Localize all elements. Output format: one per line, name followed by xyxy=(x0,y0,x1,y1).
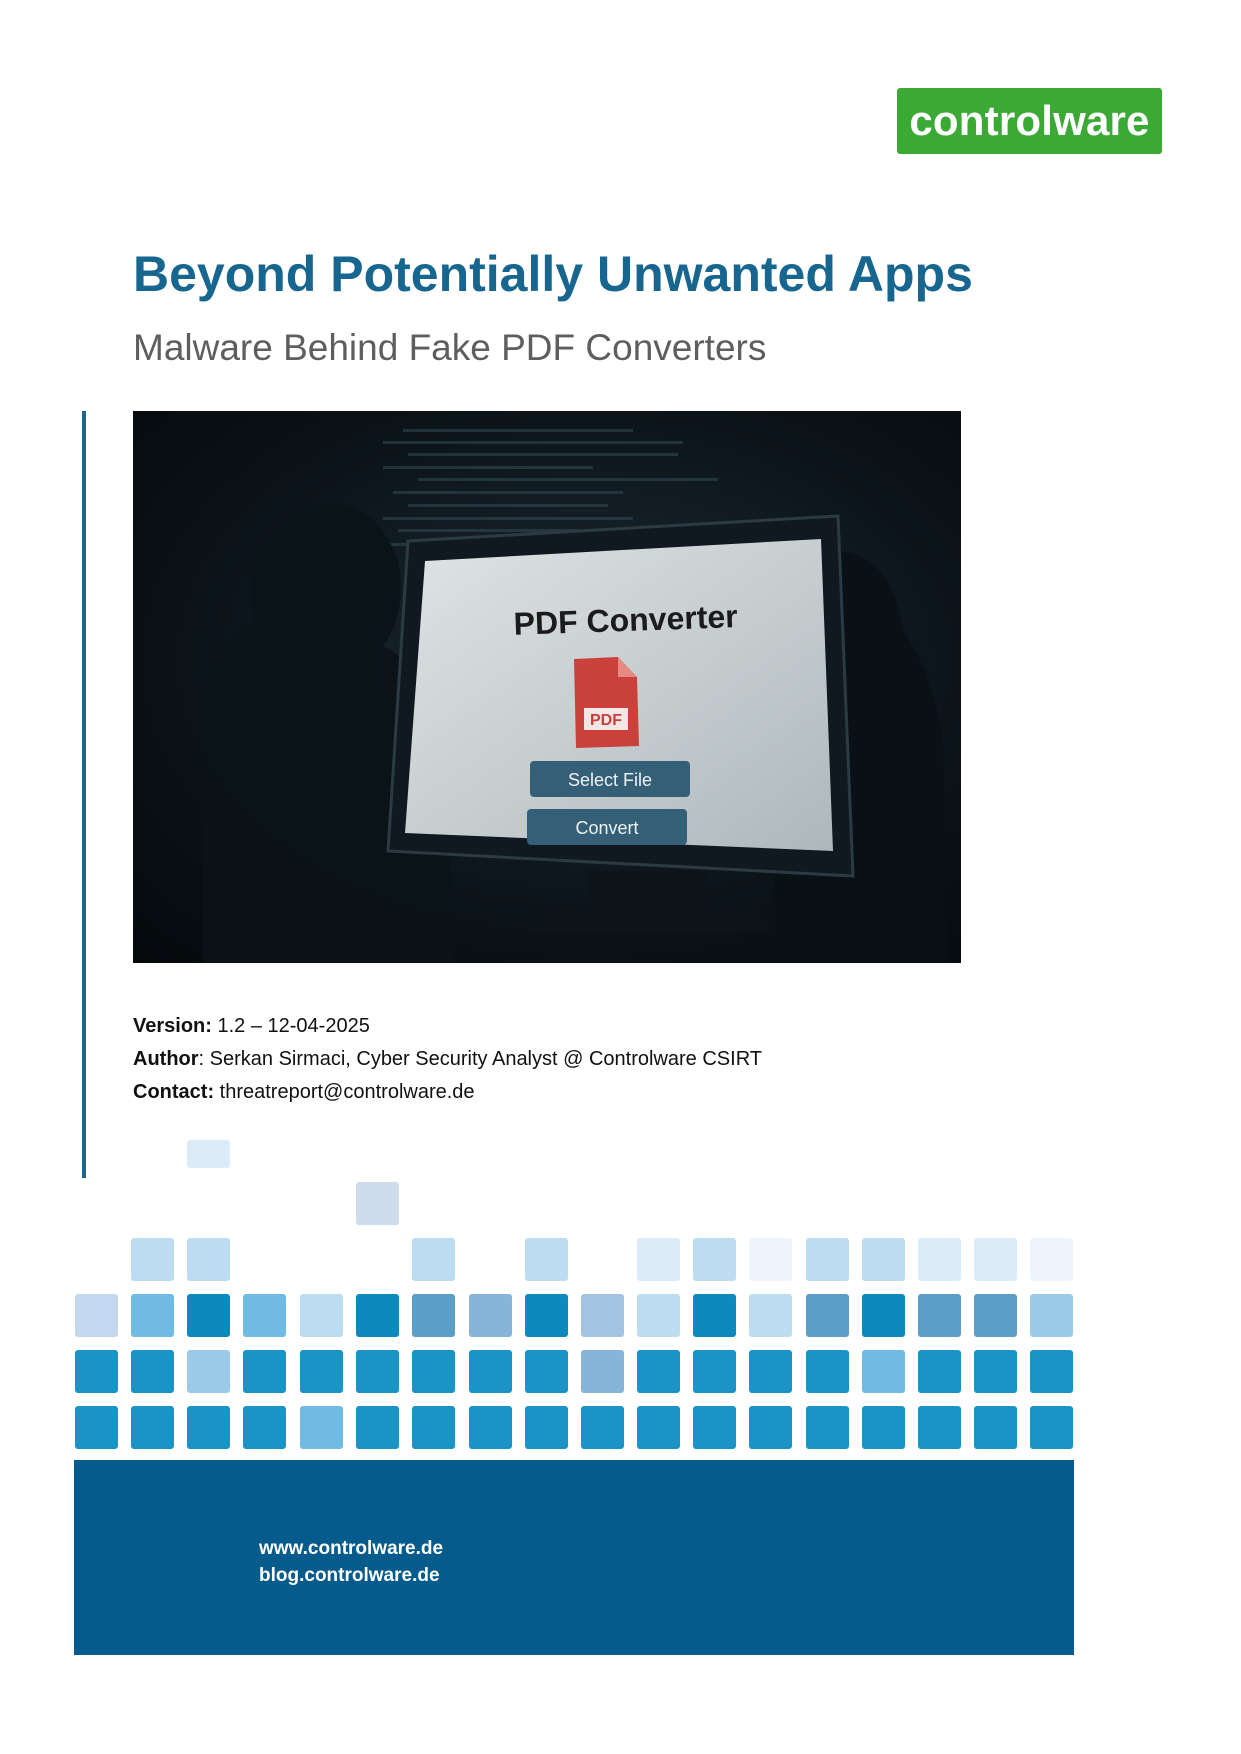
mosaic-tile xyxy=(637,1294,680,1337)
mosaic-tile xyxy=(806,1406,849,1449)
mosaic-tile xyxy=(412,1294,455,1337)
mosaic-tile xyxy=(918,1350,961,1393)
mosaic-tile xyxy=(693,1294,736,1337)
mosaic-tile xyxy=(187,1406,230,1449)
mosaic-tile xyxy=(187,1238,230,1281)
mosaic-tile xyxy=(75,1294,118,1337)
select-file-button xyxy=(530,761,690,797)
cover-illustration-svg xyxy=(133,411,961,963)
mosaic-tile xyxy=(974,1350,1017,1393)
mosaic-tile xyxy=(356,1182,399,1225)
controlware-logo xyxy=(897,88,1162,154)
blog-link[interactable]: blog.controlware.de xyxy=(259,1565,440,1586)
mosaic-tile xyxy=(1030,1350,1073,1393)
mosaic-tile xyxy=(356,1406,399,1449)
mosaic-tile xyxy=(469,1350,512,1393)
author-line xyxy=(133,1043,762,1076)
mosaic-tile xyxy=(974,1406,1017,1449)
mosaic-tile xyxy=(581,1350,624,1393)
mosaic-tile xyxy=(918,1294,961,1337)
mosaic-tile xyxy=(412,1350,455,1393)
mosaic-tile xyxy=(187,1350,230,1393)
pdf-icon-label: PDF xyxy=(590,712,622,729)
mosaic-tile xyxy=(75,1350,118,1393)
mosaic-tile xyxy=(581,1406,624,1449)
mosaic-tile xyxy=(862,1406,905,1449)
convert-button xyxy=(527,809,687,845)
select-file-label: Select File xyxy=(567,770,653,790)
mosaic-tile xyxy=(806,1238,849,1281)
contact-value: threatreport@controlware.de xyxy=(214,1081,475,1103)
mosaic-tile xyxy=(1030,1406,1073,1449)
mosaic-tile xyxy=(693,1350,736,1393)
mosaic-tile xyxy=(525,1238,568,1281)
mosaic-tile xyxy=(75,1406,118,1449)
mosaic-tile xyxy=(187,1294,230,1337)
mosaic-tile xyxy=(131,1350,174,1393)
version-value: 1.2 – 12-04-2025 xyxy=(211,1015,370,1037)
mosaic-tile xyxy=(525,1294,568,1337)
mosaic-tile xyxy=(862,1238,905,1281)
mosaic-tile xyxy=(412,1406,455,1449)
mosaic-tile xyxy=(243,1406,286,1449)
screen-title: PDF Converter xyxy=(513,598,739,642)
mosaic-tile xyxy=(862,1294,905,1337)
mosaic-tile xyxy=(525,1350,568,1393)
mosaic-tile xyxy=(693,1406,736,1449)
mosaic-tile xyxy=(637,1238,680,1281)
mosaic-tile xyxy=(131,1406,174,1449)
mosaic-tile xyxy=(1030,1238,1073,1281)
mosaic-tile xyxy=(243,1350,286,1393)
mosaic-tile xyxy=(300,1294,343,1337)
mosaic-tile xyxy=(581,1294,624,1337)
version-label: Version: xyxy=(133,1015,212,1037)
mosaic-tile xyxy=(749,1350,792,1393)
mosaic-tile xyxy=(412,1238,455,1281)
mosaic-tile xyxy=(469,1406,512,1449)
pdf-file-icon xyxy=(574,657,639,748)
document-title: Beyond Potentially Unwanted Apps xyxy=(133,246,973,302)
mosaic-tile xyxy=(806,1294,849,1337)
mosaic-tile xyxy=(131,1238,174,1281)
mosaic-tile xyxy=(356,1350,399,1393)
author-label: Author xyxy=(133,1048,199,1070)
version-line xyxy=(133,1010,762,1043)
contact-label: Contact: xyxy=(133,1081,215,1103)
document-meta xyxy=(133,1010,762,1109)
cover-illustration xyxy=(133,411,961,963)
left-accent-rule xyxy=(82,411,86,1178)
mosaic-tile xyxy=(749,1294,792,1337)
mosaic-tile xyxy=(693,1238,736,1281)
logo-text: controlware xyxy=(909,97,1150,144)
mosaic-tile xyxy=(974,1294,1017,1337)
mosaic-tile xyxy=(1030,1294,1073,1337)
author-value: : Serkan Sirmaci, Cyber Security Analyst @ Controlware CSIRT xyxy=(198,1048,762,1070)
mosaic-tile xyxy=(131,1294,174,1337)
mosaic-tile xyxy=(918,1406,961,1449)
document-subtitle: Malware Behind Fake PDF Converters xyxy=(133,327,767,368)
footer-band xyxy=(74,1460,1074,1655)
mosaic-tile xyxy=(187,1140,230,1168)
mosaic-tile xyxy=(637,1406,680,1449)
mosaic-tile xyxy=(525,1406,568,1449)
mosaic-tile xyxy=(243,1294,286,1337)
mosaic-tile xyxy=(862,1350,905,1393)
contact-line xyxy=(133,1076,762,1109)
mosaic-tile xyxy=(918,1238,961,1281)
mosaic-tile xyxy=(300,1406,343,1449)
mosaic-tile xyxy=(806,1350,849,1393)
mosaic-tile xyxy=(469,1294,512,1337)
mosaic-tile xyxy=(749,1238,792,1281)
convert-label: Convert xyxy=(575,818,639,838)
website-link[interactable]: www.controlware.de xyxy=(259,1538,444,1559)
mosaic-tile xyxy=(637,1350,680,1393)
mosaic-tile xyxy=(974,1238,1017,1281)
mosaic-tile xyxy=(300,1350,343,1393)
mosaic-tile xyxy=(356,1294,399,1337)
mosaic-tile xyxy=(749,1406,792,1449)
